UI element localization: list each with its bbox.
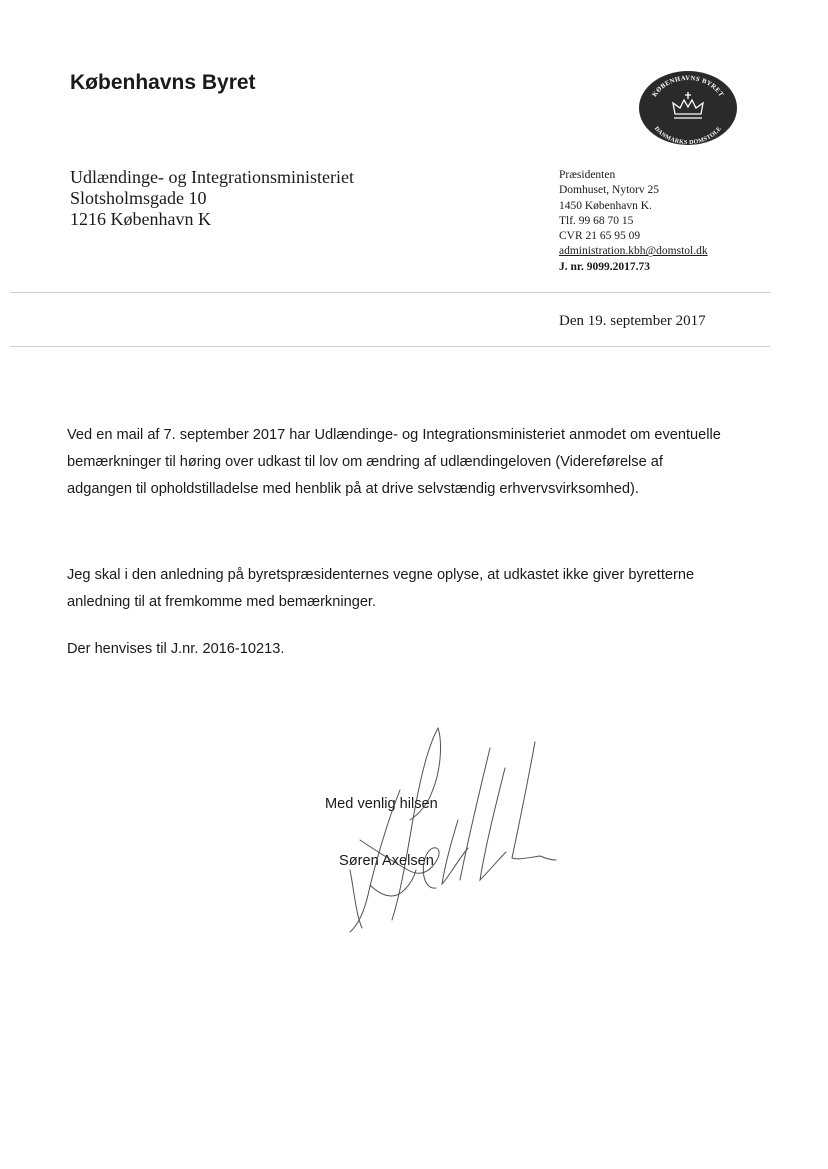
body-paragraph-1: Ved en mail af 7. september 2017 har Udlændinge- og Integrationsministeriet anmodet om eventuelle bemærkninger til høring over udkast til lov om ændring af udlændingeloven (Videreførelse af adgangen til opholdstilladelse med henblik på at drive selvstændig erhvervsvirksomhed). (67, 427, 721, 497)
letter-date: Den 19. september 2017 (559, 313, 706, 329)
seal-top-text: KØBENHAVNS BYRET (651, 74, 725, 99)
court-name: Københavns Byret (70, 71, 256, 94)
sender-reference: J. nr. 9099.2017.73 (559, 260, 650, 273)
seal-bottom-text: DANMARKS DOMSTOLE (652, 125, 724, 146)
closing-greeting: Med venlig hilsen (325, 796, 438, 812)
signer-name: Søren Axelsen (339, 853, 434, 869)
recipient-street: Slotsholmsgade 10 (70, 188, 207, 208)
sender-title: Præsidenten (559, 169, 616, 181)
sender-phone: Tlf. 99 68 70 15 (559, 214, 634, 227)
body-paragraph-2: Jeg skal i den anledning på byretspræsidenternes vegne oplyse, at udkastet ikke giver byretterne anledning til at fremkomme med bemærkninger. (67, 567, 695, 610)
handwritten-signature (330, 720, 560, 940)
sender-cvr: CVR 21 65 95 09 (559, 230, 641, 243)
recipient-address (70, 167, 354, 230)
sender-address-city: 1450 København K. (559, 199, 652, 212)
scan-divider-top (10, 292, 770, 293)
scan-divider-bottom (10, 346, 770, 347)
court-seal (638, 70, 738, 146)
body-paragraph-3: Der henvises til J.nr. 2016-10213. (67, 641, 285, 657)
sender-address-street: Domhuset, Nytorv 25 (559, 184, 659, 197)
sender-block (559, 168, 708, 275)
recipient-city: 1216 København K (70, 209, 211, 229)
recipient-name: Udlændinge- og Integrationsministeriet (70, 167, 354, 187)
sender-email-link[interactable]: administration.kbh@domstol.dk (559, 245, 708, 258)
